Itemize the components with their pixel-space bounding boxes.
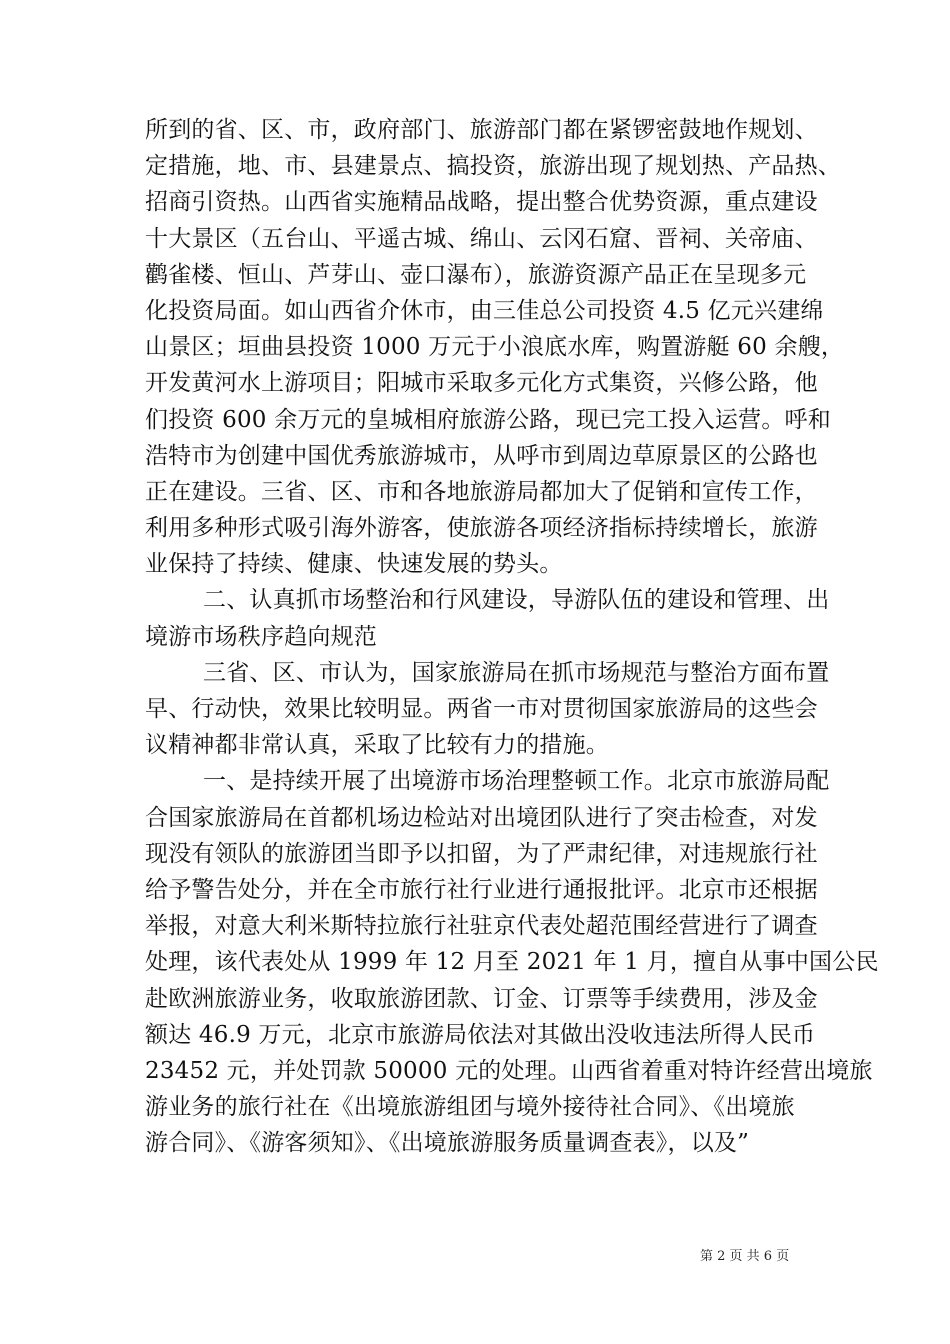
paragraph-4 — [145, 763, 879, 1161]
text-line: 早、行动快，效果比较明显。两省一市对贯彻国家旅游局的这些会 — [145, 696, 818, 722]
text-line: 给予警告处分，并在全市旅行社行业进行通报批评。北京市还根据 — [145, 876, 818, 903]
text-line: 游业务的旅行社在《出境旅游组团与境外接待社合同》、《出境旅 — [145, 1094, 795, 1121]
text-line: 招商引资热。山西省实施精品战略，提出整合优势资源，重点建设 — [145, 189, 818, 216]
paragraph-3 — [145, 655, 830, 764]
text-line: 议精神都非常认真，采取了比较有力的措施。 — [145, 732, 609, 759]
text-line: 业保持了持续、健康、快速发展的势头。 — [145, 551, 563, 578]
text-line: 23452 元，并处罚款 50000 元的处理。山西省着重对特许经营出境旅 — [145, 1057, 873, 1084]
text-line: 三省、区、市认为，国家旅游局在抓市场规范与整治方面布置 — [203, 659, 830, 686]
text-line: 鹳雀楼、恒山、芦芽山、壶口瀑布），旅游资源产品正在呈现多元 — [145, 261, 807, 288]
heading-line: 二、认真抓市场整治和行风建设，导游队伍的建设和管理、出 — [203, 587, 830, 614]
text-line: 们投资 600 余万元的皇城相府旅游公路，现已完工投入运营。呼和 — [145, 406, 831, 433]
text-line: 山景区；垣曲县投资 1000 万元于小浪底水库，购置游艇 60 余艘， — [145, 334, 845, 361]
heading-line: 境游市场秩序趋向规范 — [145, 623, 377, 650]
text-line: 化投资局面。如山西省介休市，由三佳总公司投资 4.5 亿元兴建绵 — [145, 297, 824, 324]
text-line: 十大景区（五台山、平遥古城、绵山、云冈石窟、晋祠、关帝庙、 — [145, 225, 818, 252]
text-line: 举报，对意大利米斯特拉旅行社驻京代表处超范围经营进行了调查 — [145, 913, 818, 940]
section-heading-2 — [145, 582, 830, 654]
paragraph-1 — [145, 112, 845, 582]
text-line: 利用多种形式吸引海外游客，使旅游各项经济指标持续增长，旅游 — [145, 515, 818, 542]
text-line: 一、是持续开展了出境游市场治理整顿工作。北京市旅游局配 — [203, 768, 830, 795]
text-line: 开发黄河水上游项目；阳城市采取多元化方式集资，兴修公路，他 — [145, 370, 818, 397]
text-line: 定措施，地、市、县建景点、搞投资，旅游出现了规划热、产品热、 — [145, 153, 841, 180]
page-number: 第 2 页 共 6 页 — [700, 1249, 790, 1264]
text-line: 正在建设。三省、区、市和各地旅游局都加大了促销和宣传工作， — [145, 478, 818, 505]
text-line: 现没有领队的旅游团当即予以扣留，为了严肃纪律，对违规旅行社 — [145, 840, 818, 867]
text-line: 额达 46.9 万元，北京市旅游局依法对其做出没收违法所得人民币 — [145, 1021, 816, 1048]
text-line: 游合同》、《游客须知》、《出境旅游服务质量调查表》，以及” — [145, 1130, 750, 1157]
document-body — [145, 112, 879, 1161]
text-line: 赴欧洲旅游业务，收取旅游团款、订金、订票等手续费用，涉及金 — [145, 985, 818, 1012]
text-line: 所到的省、区、市，政府部门、旅游部门都在紧锣密鼓地作规划、 — [145, 117, 818, 143]
text-line: 浩特市为创建中国优秀旅游城市，从呼市到周边草原景区的公路也 — [145, 442, 818, 469]
text-line: 合国家旅游局在首都机场边检站对出境团队进行了突击检查，对发 — [145, 804, 818, 831]
text-line: 处理，该代表处从 1999 年 12 月至 2021 年 1 月，擅自从事中国公民 — [145, 949, 879, 976]
